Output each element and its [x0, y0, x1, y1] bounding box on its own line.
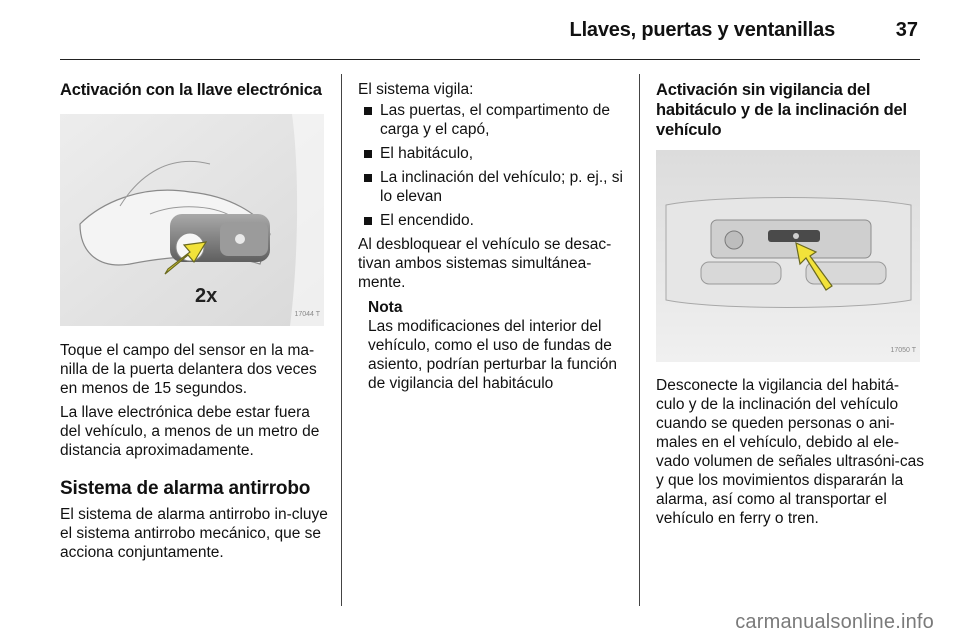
header-rule	[60, 59, 920, 60]
list-item: Las puertas, el compartimento de carga y el capó,	[364, 101, 626, 139]
note-block	[368, 298, 626, 393]
note-title: Nota	[368, 299, 403, 316]
column-divider-2	[639, 74, 640, 606]
paragraph-disconnect: Desconecte la vigilancia del habitá-culo y de la inclinación del vehículo cuando se queden personas o ani-males en el vehículo, debido al ele-vado volumen de señales ultrasóni-cas y que los movimientos dispararán la alarma, así como al transportar el vehículo en ferry o tren.	[656, 377, 924, 527]
column-1	[60, 80, 328, 562]
watermark-text: carmanualsonline.info	[735, 611, 934, 633]
roof-console-figure	[656, 150, 920, 362]
list-item: El habitáculo,	[364, 144, 626, 163]
list-item: La inclinación del vehículo; p. ej., si lo elevan	[364, 168, 626, 206]
column-3	[656, 80, 924, 528]
figure-code: 17050 T	[890, 347, 916, 354]
door-handle-illustration	[60, 114, 324, 326]
paragraph-deactivate: Al desbloquear el vehículo se desac-tivan ambos sistemas simultánea-mente.	[358, 236, 612, 291]
double-tap-label: 2x	[195, 285, 218, 307]
roof-console-illustration	[656, 150, 920, 362]
paragraph-sensor: Toque el campo del sensor en la ma-nilla de la puerta delantera dos veces en menos de 15 segundos.	[60, 342, 317, 397]
list-item: El encendido.	[364, 211, 626, 230]
figure-code: 17044 T	[294, 311, 320, 318]
door-handle-figure	[60, 114, 324, 326]
section-title-alarm: Sistema de alarma antirrobo	[60, 478, 311, 499]
page-header-title: Llaves, puertas y ventanillas	[569, 19, 835, 41]
note-text: Las modificaciones del interior del vehículo, como el uso de fundas de asiento, podrían perturbar la función de vigilancia del habitáculo	[368, 318, 618, 392]
column-divider-1	[341, 74, 342, 606]
section-title-no-monitoring: Activación sin vigilancia del habitáculo y de la inclinación del vehículo	[656, 81, 907, 139]
intro-text: El sistema vigila:	[358, 81, 474, 98]
column-2	[358, 80, 626, 393]
section-title-electronic-key: Activación con la llave electrónica	[60, 81, 322, 99]
page-number: 37	[895, 19, 918, 41]
paragraph-alarm: El sistema de alarma antirrobo in-cluye el sistema antirrobo mecánico, que se acciona conjuntamente.	[60, 506, 328, 561]
paragraph-key-distance: La llave electrónica debe estar fuera del vehículo, a menos de un metro de distancia aproximadamente.	[60, 404, 320, 459]
